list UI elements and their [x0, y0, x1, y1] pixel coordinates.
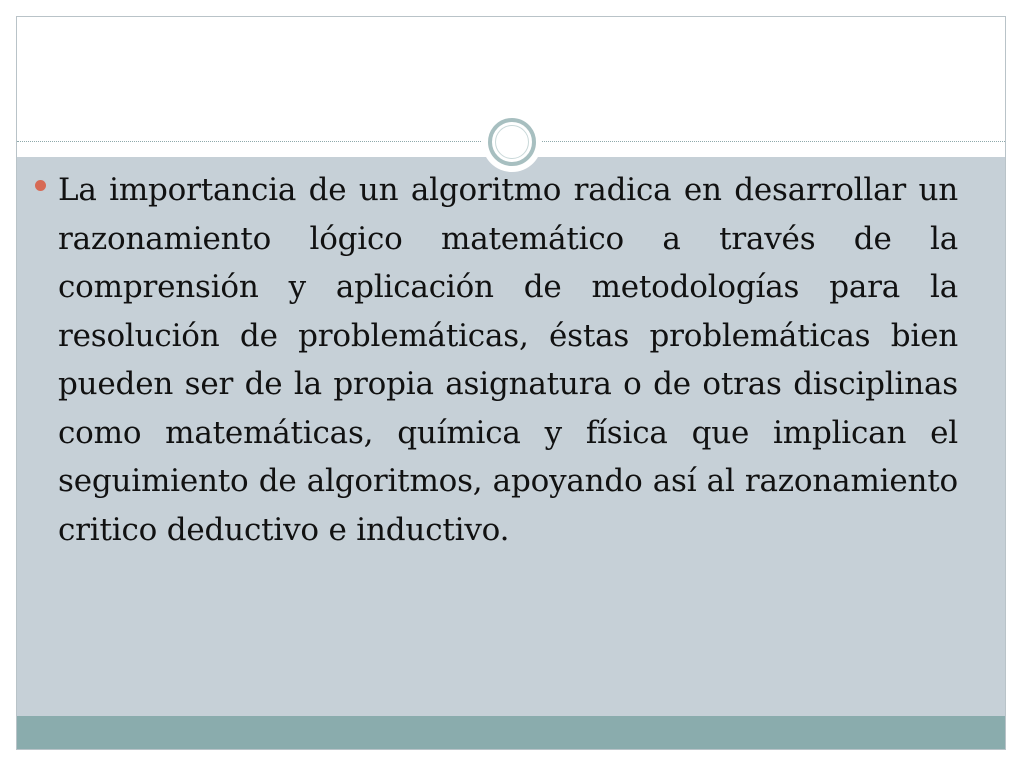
footer-band [17, 716, 1005, 750]
bullet-dot-icon [35, 180, 46, 191]
bullet-text: La importancia de un algoritmo radica en desarrollar un razonamiento lógico matemático a través de la comprensión y aplicación de metodologías para la resolución de problemáticas, éstas problemáticas bien pueden ser de la propia asignatura o de otras disciplinas como matemáticas, química y física que implican el seguimiento de algoritmos, apoyando así al razonamiento critico deductivo e inductivo. [58, 172, 958, 548]
bullet-list [58, 166, 958, 554]
ornament-ring [488, 118, 536, 166]
circle-ornament-icon [482, 112, 542, 172]
ornament-inner-ring [495, 125, 529, 159]
bullet-item [58, 166, 958, 554]
